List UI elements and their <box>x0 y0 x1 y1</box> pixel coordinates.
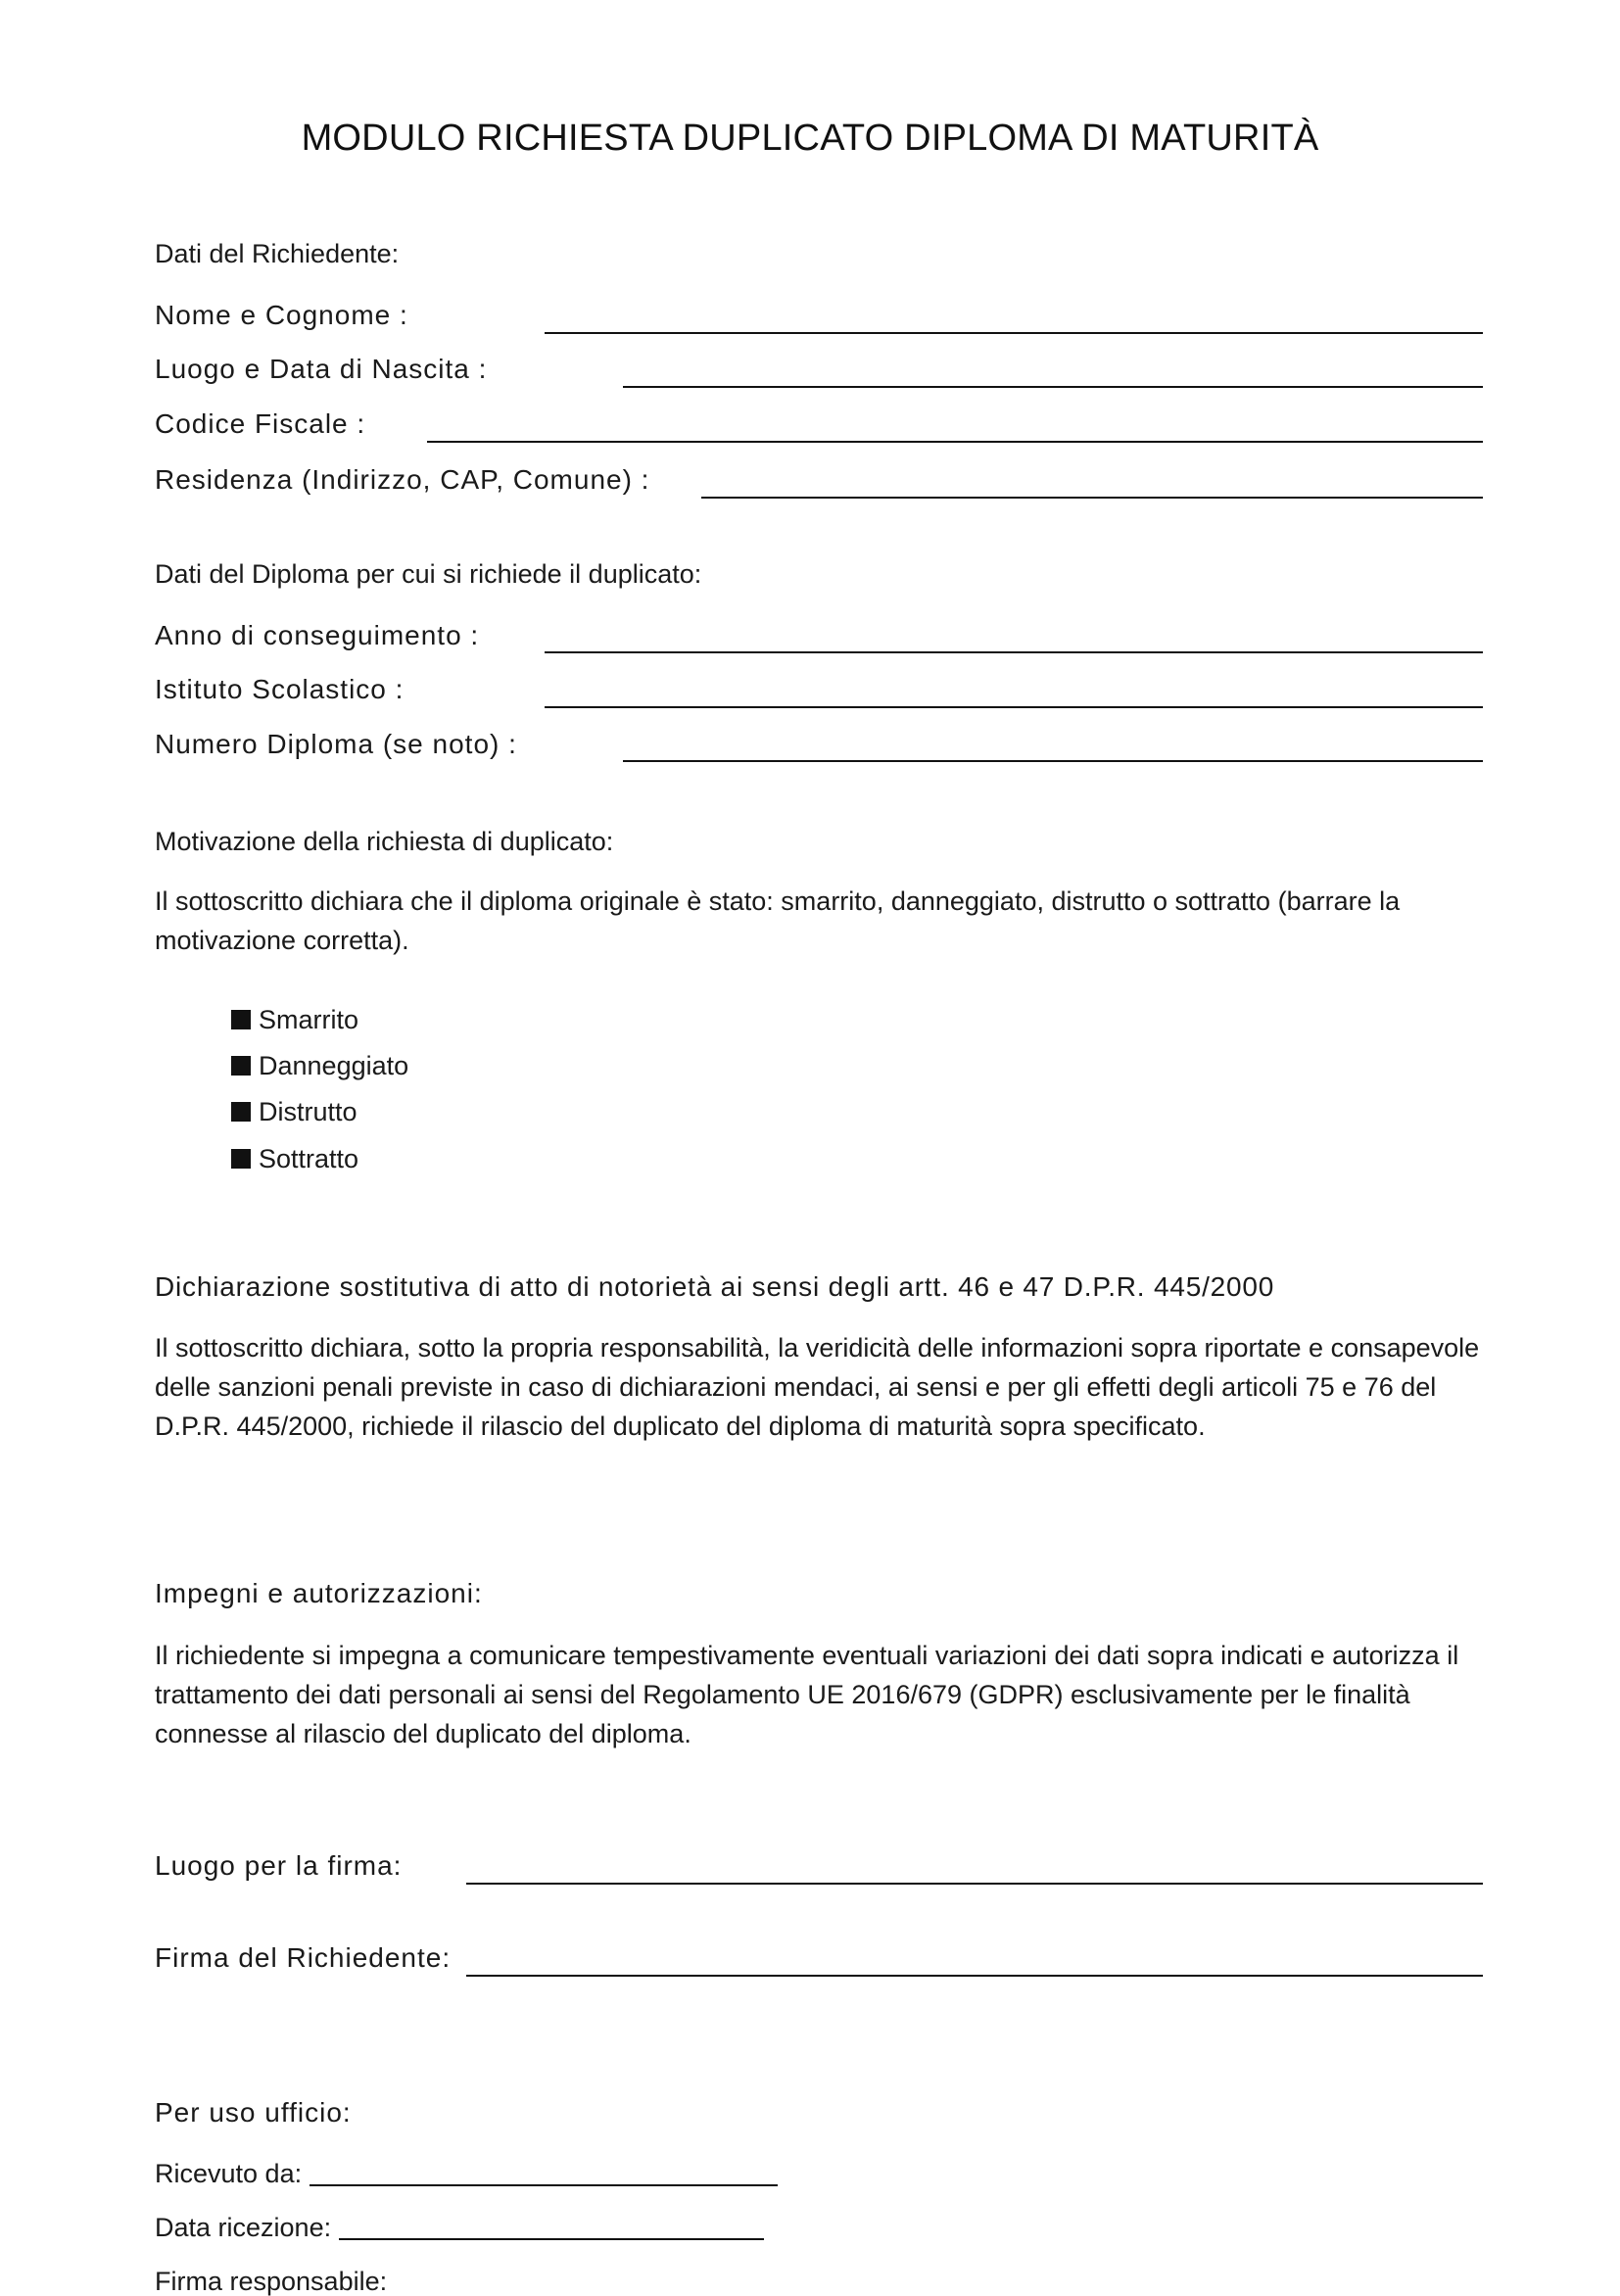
impegni-text: Il richiedente si impegna a comunicare tempestivamente eventuali variazioni dei dati sopra indicati e autorizza il trattamento dei dati personali ai sensi del Regolamento UE 2016/679 (GDPR) esclusivamente per le finalità connesse al rilascio del duplicato del diploma. <box>155 1641 1459 1748</box>
firma-responsabile-label: Firma responsabile: <box>155 2267 388 2296</box>
option-label: Smarrito <box>259 1005 359 1034</box>
option-sottratto[interactable] <box>231 1144 358 1173</box>
luogo-firma-label: Luogo per la firma: <box>155 1850 403 1881</box>
luogo-data-nascita-field[interactable] <box>623 386 1483 388</box>
motivazione-text: Il sottoscritto dichiara che il diploma originale è stato: smarrito, danneggiato, distrutto o sottratto (barrare la motivazione corretta). <box>155 886 1401 955</box>
numero-diploma-field[interactable] <box>623 760 1483 762</box>
codice-fiscale-label: Codice Fiscale : <box>155 408 366 439</box>
checkbox-square-icon[interactable] <box>231 1149 251 1169</box>
firma-richiedente-field[interactable] <box>466 1975 1483 1977</box>
luogo-data-nascita-label: Luogo e Data di Nascita : <box>155 354 488 384</box>
impegni-heading: Impegni e autorizzazioni: <box>155 1578 483 1608</box>
checkbox-square-icon[interactable] <box>231 1010 251 1029</box>
option-smarrito[interactable] <box>231 1005 358 1034</box>
ricevuto-da-row <box>155 2159 778 2188</box>
data-ricezione-row <box>155 2213 764 2242</box>
option-danneggiato[interactable] <box>231 1051 408 1080</box>
option-label: Distrutto <box>259 1097 357 1126</box>
page-title: MODULO RICHIESTA DUPLICATO DIPLOMA DI MATURITÀ <box>301 118 1319 159</box>
ricevuto-da-label: Ricevuto da: <box>155 2159 303 2188</box>
ufficio-heading: Per uso ufficio: <box>155 2097 352 2128</box>
motivazione-heading: Motivazione della richiesta di duplicato: <box>155 827 614 856</box>
anno-conseguimento-label: Anno di conseguimento : <box>155 620 480 650</box>
residenza-field[interactable] <box>701 497 1483 499</box>
checkbox-square-icon[interactable] <box>231 1056 251 1076</box>
diploma-heading: Dati del Diploma per cui si richiede il duplicato: <box>155 559 702 589</box>
firma-richiedente-label: Firma del Richiedente: <box>155 1942 452 1973</box>
checkbox-square-icon[interactable] <box>231 1102 251 1122</box>
richiedente-heading: Dati del Richiedente: <box>155 239 400 268</box>
nome-cognome-label: Nome e Cognome : <box>155 300 408 330</box>
ricevuto-da-field[interactable] <box>310 2161 778 2186</box>
istituto-scolastico-label: Istituto Scolastico : <box>155 674 405 704</box>
option-label: Danneggiato <box>259 1051 409 1080</box>
numero-diploma-label: Numero Diploma (se noto) : <box>155 729 517 759</box>
firma-responsabile-row <box>155 2267 387 2296</box>
nome-cognome-field[interactable] <box>545 332 1483 334</box>
istituto-scolastico-field[interactable] <box>545 706 1483 708</box>
dichiarazione-heading: Dichiarazione sostitutiva di atto di notorietà ai sensi degli artt. 46 e 47 D.P.R. 445/2000 <box>155 1271 1275 1302</box>
data-ricezione-field[interactable] <box>339 2215 764 2240</box>
option-distrutto[interactable] <box>231 1097 357 1126</box>
dichiarazione-text: Il sottoscritto dichiara, sotto la propria responsabilità, la veridicità delle informazioni sopra riportate e consapevole delle sanzioni penali previste in caso di dichiarazioni mendaci, ai sensi e per gli effetti degli articoli 75 e 76 del D.P.R. 445/2000, richiede il rilascio del duplicato del diploma di maturità sopra specificato. <box>155 1333 1480 1441</box>
residenza-label: Residenza (Indirizzo, CAP, Comune) : <box>155 464 650 495</box>
luogo-firma-field[interactable] <box>466 1883 1483 1885</box>
anno-conseguimento-field[interactable] <box>545 651 1483 653</box>
codice-fiscale-field[interactable] <box>427 441 1483 443</box>
data-ricezione-label: Data ricezione: <box>155 2213 332 2242</box>
option-label: Sottratto <box>259 1144 359 1173</box>
